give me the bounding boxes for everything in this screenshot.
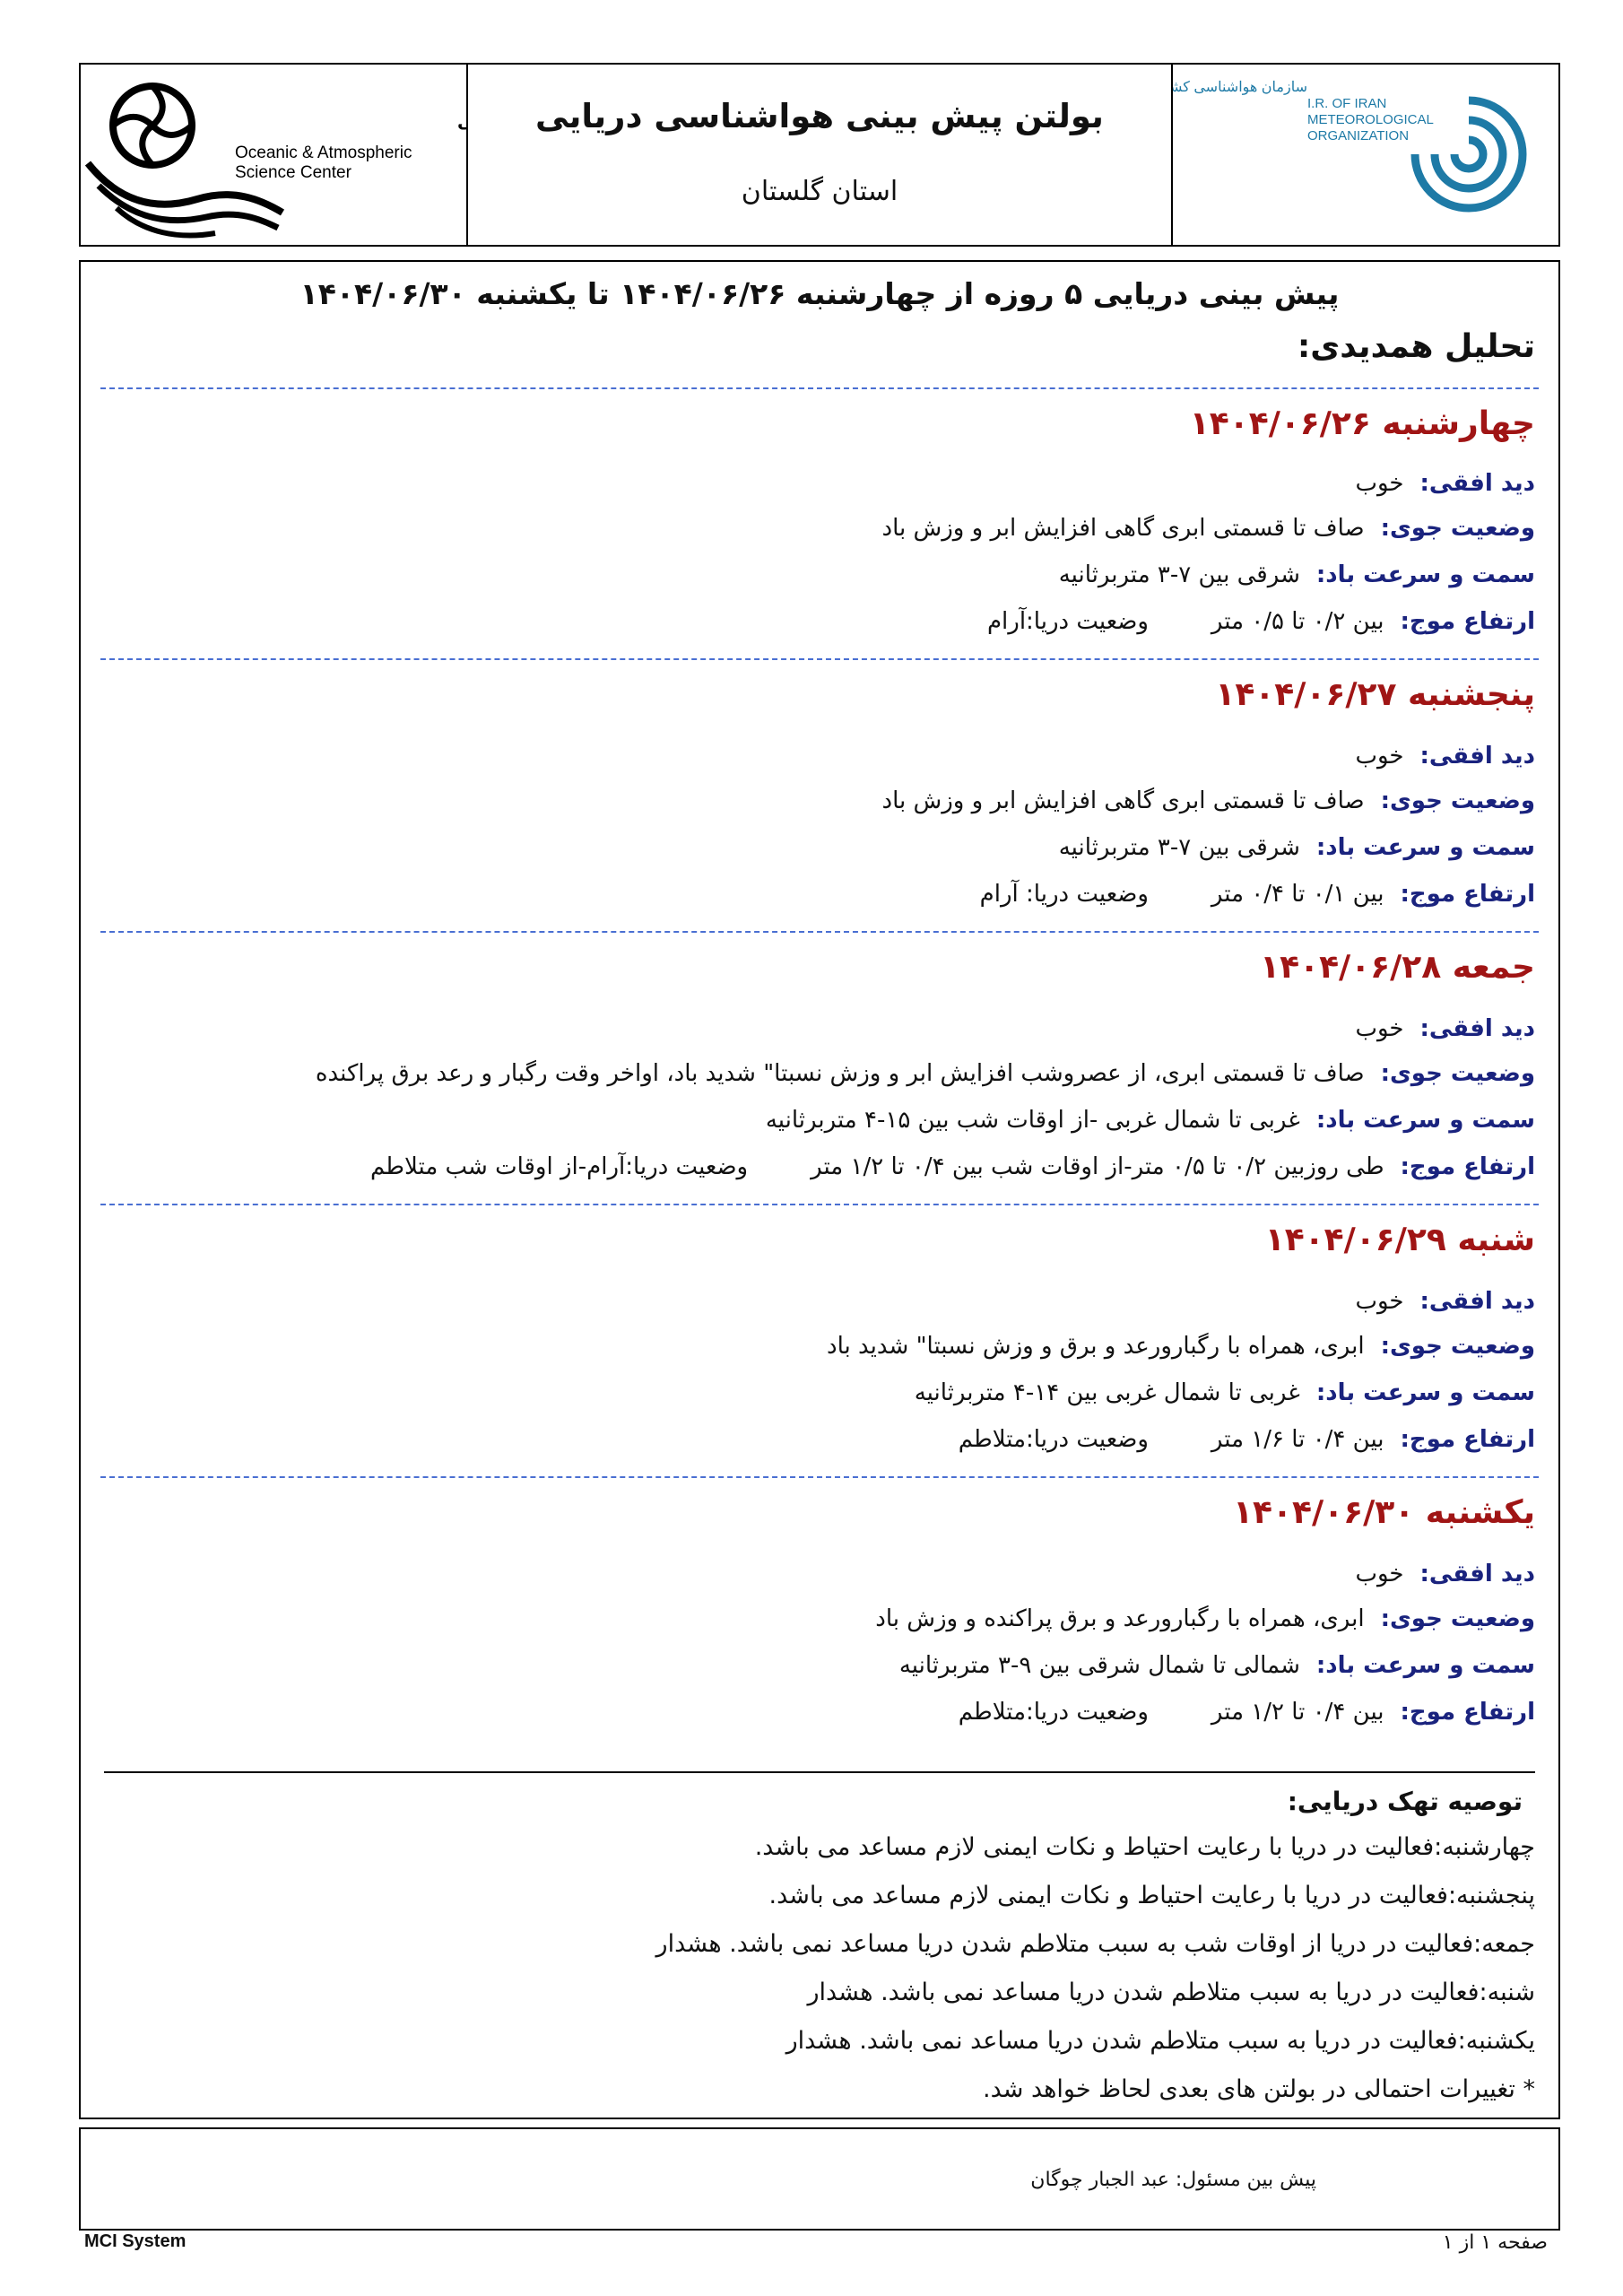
visibility-row <box>1355 470 1535 497</box>
dashed-separator <box>100 1476 1539 1478</box>
weather-row <box>827 1333 1535 1360</box>
wind-row <box>899 1652 1535 1679</box>
wave-value: بین ۰/۱ تا ۰/۴ متر <box>1211 881 1384 908</box>
wind-value: غربی تا شمال غربی بین ۱۴-۴ متربرثانیه <box>914 1379 1300 1406</box>
visibility-label: دید افقی: <box>1419 1288 1535 1315</box>
advisory-line: چهارشنبه:فعالیت در دریا با رعایت احتیاط و نکات ایمنی لازم مساعد می باشد. <box>754 1833 1535 1861</box>
visibility-row <box>1355 1561 1535 1587</box>
wave-label: ارتفاع موج: <box>1400 881 1535 908</box>
met-org-logo-cell <box>1173 65 1558 245</box>
weather-label: وضعیت جوی: <box>1380 1605 1535 1632</box>
weather-row <box>882 515 1535 542</box>
page-number: صفحه ۱ از ۱ <box>1442 2231 1548 2254</box>
province-name: استان گلستان <box>741 176 898 207</box>
advisory-note: * تغییرات احتمالی در بولتن های بعدی لحاظ خواهد شد. <box>983 2075 1535 2103</box>
advisory-line: جمعه:فعالیت در دریا از اوقات شب به سبب متلاطم شدن دریا مساعد نمی باشد. هشدار <box>655 1930 1535 1958</box>
weather-value: صاف تا قسمتی ابری گاهی افزایش ابر و وزش باد <box>881 787 1365 814</box>
visibility-value: خوب <box>1355 1561 1404 1587</box>
day-title: جمعه ۱۴۰۴/۰۶/۲۸ <box>1260 949 1535 986</box>
wave-label: ارتفاع موج: <box>1400 1426 1535 1453</box>
visibility-label: دید افقی: <box>1419 1561 1535 1587</box>
system-name: MCI System <box>84 2231 187 2251</box>
solid-separator <box>104 1771 1535 1773</box>
svg-text:Science Center: Science Center <box>235 163 352 182</box>
ocean-atmos-logo-cell <box>81 65 468 245</box>
wind-label: سمت و سرعت باد: <box>1315 561 1535 588</box>
visibility-label: دید افقی: <box>1419 743 1535 770</box>
synoptic-analysis-heading: تحلیل همدیدی: <box>1297 328 1535 365</box>
weather-label: وضعیت جوی: <box>1380 1333 1535 1360</box>
day-title: شنبه ۱۴۰۴/۰۶/۲۹ <box>1264 1222 1535 1258</box>
sea-state: وضعیت دریا:آرام-از اوقات شب متلاطم <box>369 1153 749 1180</box>
wind-value: غربی تا شمال غربی -از اوقات شب بین ۱۵-۴ متربرثانیه <box>765 1107 1300 1134</box>
weather-row <box>316 1060 1535 1087</box>
visibility-label: دید افقی: <box>1419 470 1535 497</box>
weather-value: صاف تا قسمتی ابری، از عصروشب افزایش ابر و وزش نسبتا" شدید باد، اواخر وقت رگبار و رعد برق پراکنده <box>315 1060 1365 1087</box>
svg-text:مرکز علوم جوی و اقیانوسی <box>457 110 466 132</box>
ocean-atmos-logo <box>81 65 466 244</box>
dashed-separator <box>100 387 1539 389</box>
sea-state: وضعیت دریا: آرام <box>979 881 1149 908</box>
wind-value: شرقی بین ۷-۳ متربرثانیه <box>1058 834 1300 861</box>
wave-label: ارتفاع موج: <box>1400 1699 1535 1726</box>
wave-row <box>959 1699 1535 1726</box>
weather-label: وضعیت جوی: <box>1380 1060 1535 1087</box>
weather-label: وضعیت جوی: <box>1380 787 1535 814</box>
wind-row <box>915 1379 1535 1406</box>
weather-row <box>882 787 1535 814</box>
wind-value: شمالی تا شمال شرقی بین ۹-۳ متربرثانیه <box>898 1652 1300 1679</box>
wind-row <box>1059 561 1535 588</box>
wave-label: ارتفاع موج: <box>1400 1153 1535 1180</box>
wave-row <box>959 1426 1535 1453</box>
visibility-row <box>1355 1015 1535 1042</box>
forecast-body <box>79 260 1560 2119</box>
wind-row <box>766 1107 1535 1134</box>
svg-text:I.R. OF IRAN: I.R. OF IRAN <box>1307 96 1387 111</box>
bulletin-title: بولتن پیش بینی هواشناسی دریایی <box>535 97 1104 135</box>
visibility-row <box>1355 743 1535 770</box>
wave-label: ارتفاع موج: <box>1400 608 1535 635</box>
sea-state: وضعیت دریا:متلاطم <box>958 1426 1149 1453</box>
weather-row <box>875 1605 1535 1632</box>
advisory-line: پنجشنبه:فعالیت در دریا با رعایت احتیاط و نکات ایمنی لازم مساعد می باشد. <box>768 1882 1535 1909</box>
advisory-title: توصیه تهک دریایی: <box>1287 1787 1523 1816</box>
day-title: پنجشنبه ۱۴۰۴/۰۶/۲۷ <box>1215 676 1535 713</box>
weather-value: صاف تا قسمتی ابری گاهی افزایش ابر و وزش باد <box>881 515 1365 542</box>
header-title-cell <box>468 65 1173 245</box>
bulletin-header <box>79 63 1560 247</box>
advisory-line: شنبه:فعالیت در دریا به سبب متلاطم شدن دریا مساعد نمی باشد. هشدار <box>807 1979 1535 2006</box>
wind-label: سمت و سرعت باد: <box>1315 1107 1535 1134</box>
svg-text:سازمان هواشناسی کشور: سازمان هواشناسی کش <box>1173 80 1307 95</box>
dashed-separator <box>100 658 1539 660</box>
visibility-label: دید افقی: <box>1419 1015 1535 1042</box>
svg-text:METEOROLOGICAL: METEOROLOGICAL <box>1307 112 1434 127</box>
weather-value: ابری، همراه با رگبارورعد و برق پراکنده و وزش باد <box>875 1605 1365 1632</box>
dashed-separator <box>100 1204 1539 1205</box>
wind-row <box>1059 834 1535 861</box>
sea-state: وضعیت دریا:آرام <box>986 608 1149 635</box>
visibility-value: خوب <box>1355 1015 1404 1042</box>
wave-value: طی روزبین ۰/۲ تا ۰/۵ متر-از اوقات شب بین ۰/۴ تا ۱/۲ متر <box>811 1153 1384 1180</box>
day-title: چهارشنبه ۱۴۰۴/۰۶/۲۶ <box>1189 405 1535 442</box>
visibility-row <box>1355 1288 1535 1315</box>
wind-label: سمت و سرعت باد: <box>1315 834 1535 861</box>
dashed-separator <box>100 931 1539 933</box>
wave-value: بین ۰/۲ تا ۰/۵ متر <box>1211 608 1384 635</box>
wave-row <box>980 881 1535 908</box>
wave-value: بین ۰/۴ تا ۱/۲ متر <box>1211 1699 1384 1726</box>
svg-text:ORGANIZATION: ORGANIZATION <box>1307 128 1410 144</box>
svg-text:Oceanic & Atmospheric: Oceanic & Atmospheric <box>235 144 412 162</box>
advisory-line: یکشنبه:فعالیت در دریا به سبب متلاطم شدن دریا مساعد نمی باشد. هشدار <box>785 2027 1535 2055</box>
main-title: پیش بینی دریایی ۵ روزه از چهارشنبه ۱۴۰۴/۰۶/۲۶ تا یکشنبه ۱۴۰۴/۰۶/۳۰ <box>299 276 1340 311</box>
wind-value: شرقی بین ۷-۳ متربرثانیه <box>1058 561 1300 588</box>
weather-value: ابری، همراه با رگبارورعد و برق و وزش نسبتا" شدید باد <box>826 1333 1365 1360</box>
weather-label: وضعیت جوی: <box>1380 515 1535 542</box>
met-org-logo <box>1173 65 1557 244</box>
forecaster-box <box>79 2127 1560 2231</box>
wave-row <box>370 1153 1535 1180</box>
wind-label: سمت و سرعت باد: <box>1315 1652 1535 1679</box>
visibility-value: خوب <box>1355 743 1404 770</box>
visibility-value: خوب <box>1355 470 1404 497</box>
wave-row <box>987 608 1535 635</box>
forecaster-name: پیش بین مسئول: عبد الجبار چوگان <box>1030 2169 1316 2191</box>
sea-state: وضعیت دریا:متلاطم <box>958 1699 1149 1726</box>
day-title: یکشنبه ۱۴۰۴/۰۶/۳۰ <box>1233 1494 1535 1531</box>
visibility-value: خوب <box>1355 1288 1404 1315</box>
wind-label: سمت و سرعت باد: <box>1315 1379 1535 1406</box>
wave-value: بین ۰/۴ تا ۱/۶ متر <box>1211 1426 1384 1453</box>
